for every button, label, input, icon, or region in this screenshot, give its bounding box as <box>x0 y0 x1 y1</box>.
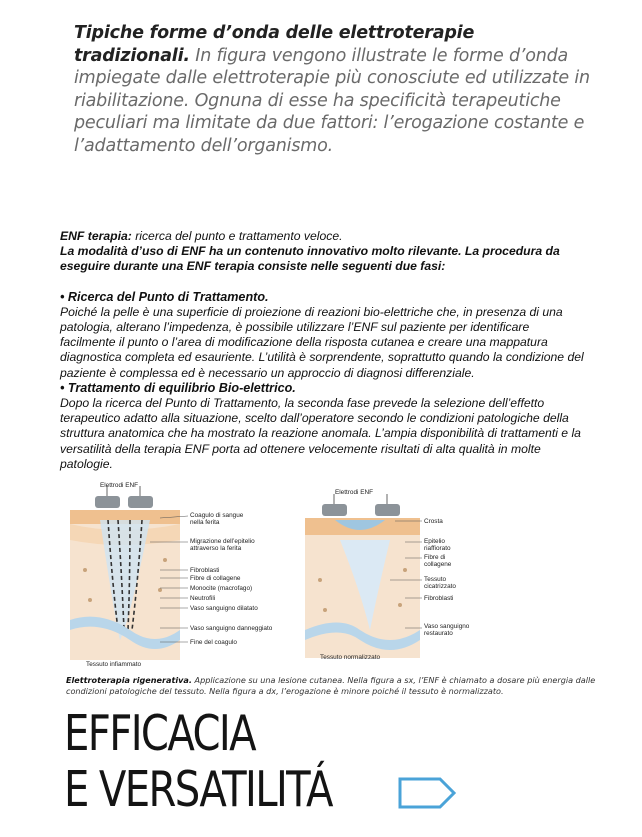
caption-title: Elettroterapia rigenerativa. <box>66 675 192 685</box>
procedure-paragraph <box>60 244 585 274</box>
section-1-text: Poiché la pelle è una superficie di proiezione di reazioni bio-elettriche che, in presenza di una patologia, alterano l’impedenza, è possibile utilizzare l’ENF sul paziente per identificare facilmente il punto o l’area di modificazione della risposta cutanea e creare una mappatura diagnostica completa ed esauriente. L’utilità è sorprendente, soprattutto quando la condizione del paziente è complessa ed è necessario un approccio di diagnosi differenziale. <box>60 304 584 380</box>
caption-text: Applicazione su una lesione cutanea. Nella figura a sx, l’ENF è chiamato a dosare più energia dalle condizioni patologiche del tessuto. Nella figura a dx, l’erogazione è minore poiché il tessuto è normalizzato. <box>66 675 596 696</box>
left-label-3: Fibre di collagene <box>190 575 241 582</box>
section-headline <box>64 706 332 818</box>
right-bottom-label: Tessuto normalizzato <box>320 654 381 661</box>
right-label-0: Crosta <box>424 518 443 525</box>
left-label-5: Neutrofili <box>190 595 216 602</box>
headline-line-2: E VERSATILITÁ <box>64 761 332 818</box>
intro-paragraph <box>74 22 594 157</box>
enf-title: ENF terapia: <box>60 229 132 243</box>
spacer <box>60 275 585 290</box>
left-top-label: Elettrodi ENF <box>100 482 139 489</box>
right-label-2: Fibre di collagene <box>424 554 452 568</box>
right-label-3: Tessuto cicatrizzato <box>424 576 456 590</box>
left-label-0: Coagulo di sangue nella ferita <box>190 512 244 526</box>
intro-lead: Tipiche forme d’onda delle elettroterapie tradizionali. <box>74 23 475 66</box>
headline-line-1: EFFICACIA <box>64 705 255 762</box>
enf-text: ricerca del punto e trattamento veloce. <box>135 229 343 243</box>
skin-illustration <box>60 480 600 670</box>
arrow-tag-icon <box>398 775 458 811</box>
left-label-1: Migrazione dell’epitelio attraverso la ferita <box>190 538 255 552</box>
left-label-6: Vaso sanguigno dilatato <box>190 605 258 612</box>
inflamed-tissue-illustration <box>70 486 180 660</box>
figure-caption <box>66 675 596 697</box>
section-2-title: • Trattamento di equilibrio Bio-elettrico. <box>60 380 296 395</box>
left-bottom-label: Tessuto infiammato <box>86 661 142 668</box>
left-label-2: Fibroblasti <box>190 567 220 574</box>
left-label-7: Vaso sanguigno danneggiato <box>190 625 273 632</box>
section-2-text: Dopo la ricerca del Punto di Trattamento, la seconda fase prevede la selezione dell’effetto terapeutico adatto alla situazione, scelto dall’operatore secondo le condizioni patologiche della struttura anatomica che ha mostrato la reazione anomala. L’ampia disponibilità di trattamenti e la versatilità della terapia ENF porta ad ottenere velocemente risultati di alta qualità in molte patologie. <box>60 396 581 471</box>
normalized-tissue-illustration <box>305 494 420 658</box>
section-1-title: • Ricerca del Punto di Trattamento. <box>60 289 269 304</box>
enf-line <box>60 229 585 244</box>
skin-illustration-figure <box>60 480 600 670</box>
procedure-text: La modalità d’uso di ENF ha un contenuto innovativo molto rilevante. La procedura da eseguire durante una ENF terapia consiste nelle seguenti due fasi: <box>60 244 560 274</box>
right-label-4: Fibroblasti <box>424 595 454 602</box>
right-label-5: Vaso sanguigno restaurato <box>424 623 470 637</box>
left-label-8: Fine del coagulo <box>190 639 237 646</box>
intro-text: In figura vengono illustrate le forme d’onda impiegate dalle elettroterapie più conosciute ed utilizzate in riabilitazione. Ognuna di esse ha specificità terapeutiche peculiari ma limitate da due fattori: l’erogazione costante e l’adattamento dell’organismo. <box>74 45 590 156</box>
right-top-label: Elettrodi ENF <box>335 489 374 496</box>
left-label-4: Monocite (macrofago) <box>190 585 253 592</box>
right-label-1: Epitelio riaffiorato <box>424 538 451 552</box>
article-body <box>60 229 585 472</box>
